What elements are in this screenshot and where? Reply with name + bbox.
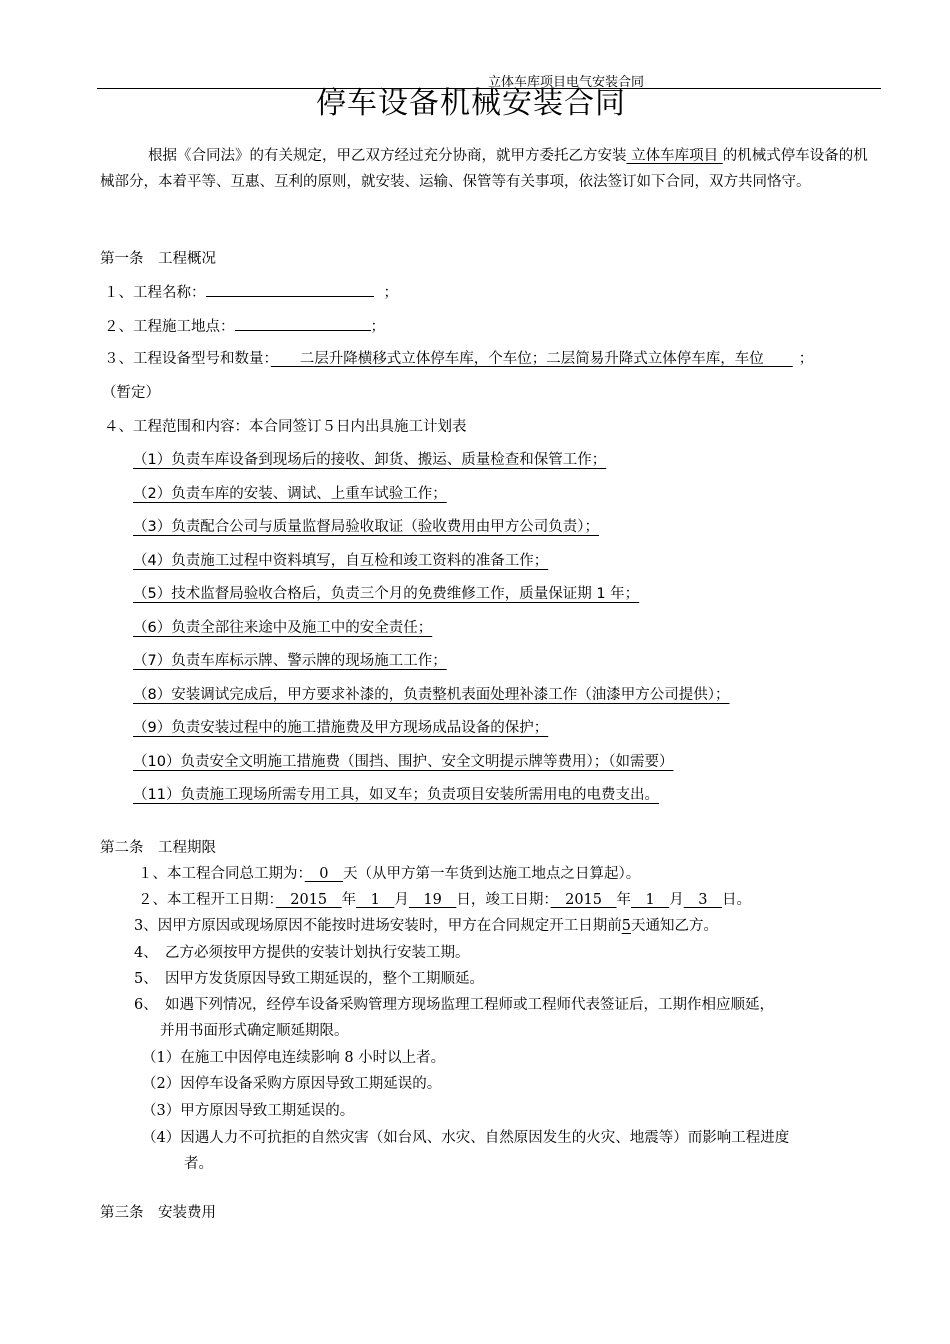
intro-paragraph <box>100 143 882 195</box>
article1-item3-note: （暂定） <box>102 385 160 401</box>
article2-item3 <box>134 914 718 935</box>
scope-item: （10）负责安全文明施工措施费（围挡、围护、安全文明提示牌等费用）；（如需要） <box>133 754 674 770</box>
article1-item4: ４、工程范围和内容：本合同签订５日内出具施工计划表 <box>104 419 467 435</box>
year-char: 年 <box>616 892 631 908</box>
article1-item1 <box>104 281 398 302</box>
start-year: 2015 <box>275 892 342 908</box>
equipment-label: ３、工程设备型号和数量： <box>104 351 271 367</box>
project-name-label: １、工程名称： <box>104 285 206 301</box>
running-header: 立体车库项目电气安装合同 <box>488 75 645 90</box>
article2-item4: 4、 乙方必须按甲方提供的安装计划执行安装工期。 <box>134 945 470 961</box>
article2-item2 <box>138 888 751 909</box>
document-title: 停车设备机械安装合同 <box>316 86 626 121</box>
scope-item: （6）负责全部往来途中及施工中的安全责任； <box>133 620 433 636</box>
delay-condition-4-continued: 者。 <box>184 1156 213 1172</box>
end-month: 1 <box>631 892 670 908</box>
article3-heading: 第三条 安装费用 <box>100 1205 216 1221</box>
project-name-blank <box>206 282 374 297</box>
start-day: 19 <box>408 892 457 908</box>
scope-item: （8）安装调试完成后，甲方要求补漆的，负责整机表面处理补漆工作（油漆甲方公司提供）； <box>133 687 730 703</box>
delay-condition-3: （3）甲方原因导致工期延误的。 <box>142 1103 355 1119</box>
scope-item: （2）负责车库的安装、调试、上重车试验工作； <box>133 486 447 502</box>
month-char: 月 <box>669 892 684 908</box>
article2-item5: 5、 因甲方发货原因导致工期延误的，整个工期顺延。 <box>134 971 484 987</box>
article2-item6-continued: 并用书面形式确定顺延期限。 <box>160 1023 349 1039</box>
intro-text-after: 的机械式停车设备的机械部分，本着平等、互惠、互利的原则，就安装、运输、保管等有关事项，依法签订如下合同，双方共同恪守。 <box>100 148 868 190</box>
start-date-label: ２、本工程开工日期： <box>138 892 276 908</box>
item3-terminator: ； <box>798 351 814 367</box>
scope-item: （4）负责施工过程中资料填写，自互检和竣工资料的准备工作； <box>133 553 549 569</box>
end-year: 2015 <box>550 892 617 908</box>
intro-project-name: 立体车库项目 <box>626 148 723 164</box>
scope-item: （3）负责配合公司与质量监督局验收取证（验收费用由甲方公司负责）； <box>133 519 599 535</box>
delay-condition-1: （1）在施工中因停电连续影响 8 小时以上者。 <box>142 1050 446 1066</box>
total-duration-label: １、本工程合同总工期为： <box>138 866 305 882</box>
article2-item1 <box>138 862 640 883</box>
month-char: 月 <box>394 892 409 908</box>
article1-heading: 第一条 工程概况 <box>100 251 216 267</box>
item1-terminator: ； <box>383 285 398 301</box>
article1-item3 <box>104 347 813 368</box>
scope-item: （1）负责车库设备到现场后的接收、卸货、搬运、质量检查和保管工作； <box>133 452 607 468</box>
scope-item: （11）负责施工现场所需专用工具，如叉车；负责项目安装所需用电的电费支出。 <box>133 787 659 803</box>
total-duration-days: 0 <box>304 866 343 882</box>
delay-condition-4: （4）因遇人力不可抗拒的自然灾害（如台风、水灾、自然原因发生的火灾、地震等）而影响工程进度 <box>142 1130 790 1146</box>
year-char: 年 <box>341 892 357 908</box>
notice-suffix: 天通知乙方。 <box>630 918 718 934</box>
article2-item6: 6、 如遇下列情况，经停车设备采购管理方现场监理工程师或工程师代表签证后，工期作相应顺延， <box>134 997 774 1013</box>
start-month: 1 <box>356 892 395 908</box>
article1-item2 <box>104 315 385 336</box>
completion-date-label: 日，竣工日期： <box>456 892 551 908</box>
site-location-blank <box>235 316 371 331</box>
scope-item: （5）技术监督局验收合格后，负责三个月的免费维修工作，质量保证期 1 年； <box>133 586 640 602</box>
intro-text-before: 根据《合同法》的有关规定，甲乙双方经过充分协商，就甲方委托乙方安装 <box>148 148 627 164</box>
end-day: 3 <box>683 892 722 908</box>
site-location-label: ２、工程施工地点： <box>104 319 235 335</box>
day-end: 日。 <box>721 892 751 908</box>
total-duration-suffix: 天（从甲方第一车货到达施工地点之日算起）。 <box>342 866 641 882</box>
scope-item: （9）负责安装过程中的施工措施费及甲方现场成品设备的保护； <box>133 720 549 736</box>
equipment-value: 二层升降横移式立体停车库，个车位；二层简易升降式立体停车库，车位 <box>270 351 793 367</box>
delay-condition-2: （2）因停车设备采购方原因导致工期延误的。 <box>142 1076 442 1092</box>
scope-item: （7）负责车库标示牌、警示牌的现场施工工作； <box>133 653 447 669</box>
item2-terminator: ； <box>370 319 385 335</box>
notice-days: 5 <box>621 918 631 934</box>
article2-heading: 第二条 工程期限 <box>100 840 216 856</box>
notice-text: 3、因甲方原因或现场原因不能按时进场安装时，甲方在合同规定开工日期前 <box>134 918 622 934</box>
